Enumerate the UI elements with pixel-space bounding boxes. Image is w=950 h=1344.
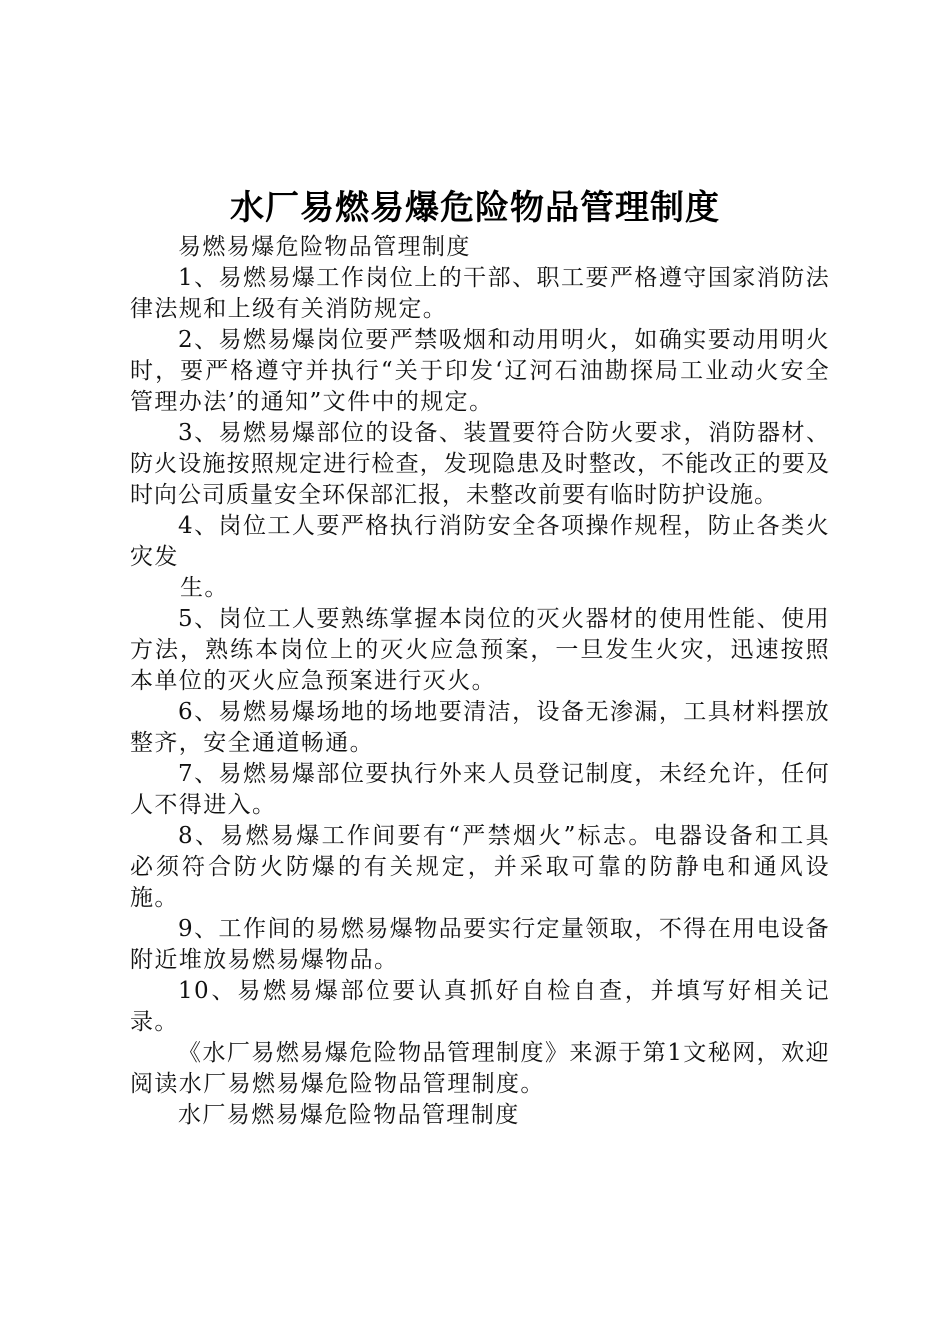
source-note: 《水厂易燃易爆危险物品管理制度》来源于第1文秘网，欢迎阅读水厂易燃易爆危险物品管理制度。	[130, 1040, 830, 1097]
paragraph-9: 9、工作间的易燃易爆物品要实行定量领取，不得在用电设备附近堆放易燃易爆物品。	[130, 916, 830, 973]
paragraph-10: 10、易燃易爆部位要认真抓好自检自查，并填写好相关记录。	[130, 978, 830, 1035]
paragraph-4-continued: 生。	[180, 575, 229, 601]
paragraph-3: 3、易燃易爆部位的设备、装置要符合防火要求，消防器材、防火设施按照规定进行检查，发现隐患及时整改，不能改正的要及时向公司质量安全环保部汇报，未整改前要有临时防护设施。	[130, 420, 830, 508]
paragraph-8: 8、易燃易爆工作间要有“严禁烟火”标志。电器设备和工具必须符合防火防爆的有关规定，并采取可靠的防静电和通风设施。	[130, 823, 830, 911]
closing-title: 水厂易燃易爆危险物品管理制度	[178, 1102, 520, 1128]
document-title: 水厂易燃易爆危险物品管理制度	[230, 188, 720, 228]
paragraph-5: 5、岗位工人要熟练掌握本岗位的灭火器材的使用性能、使用方法，熟练本岗位上的灭火应急预案，一旦发生火灾，迅速按照本单位的灭火应急预案进行灭火。	[130, 606, 830, 694]
paragraph-2: 2、易燃易爆岗位要严禁吸烟和动用明火，如确实要动用明火时，要严格遵守并执行“关于印发‘辽河石油勘探局工业动火安全管理办法’的通知”文件中的规定。	[130, 327, 830, 415]
document-body	[130, 232, 830, 1131]
paragraph-7: 7、易燃易爆部位要执行外来人员登记制度，未经允许，任何人不得进入。	[130, 761, 830, 818]
paragraph-1: 1、易燃易爆工作岗位上的干部、职工要严格遵守国家消防法律法规和上级有关消防规定。	[130, 265, 830, 322]
subtitle-paragraph: 易燃易爆危险物品管理制度	[178, 234, 471, 260]
paragraph-6: 6、易燃易爆场地的场地要清洁，设备无渗漏，工具材料摆放整齐，安全通道畅通。	[130, 699, 830, 756]
paragraph-4: 4、岗位工人要严格执行消防安全各项操作规程，防止各类火灾发	[130, 513, 830, 570]
